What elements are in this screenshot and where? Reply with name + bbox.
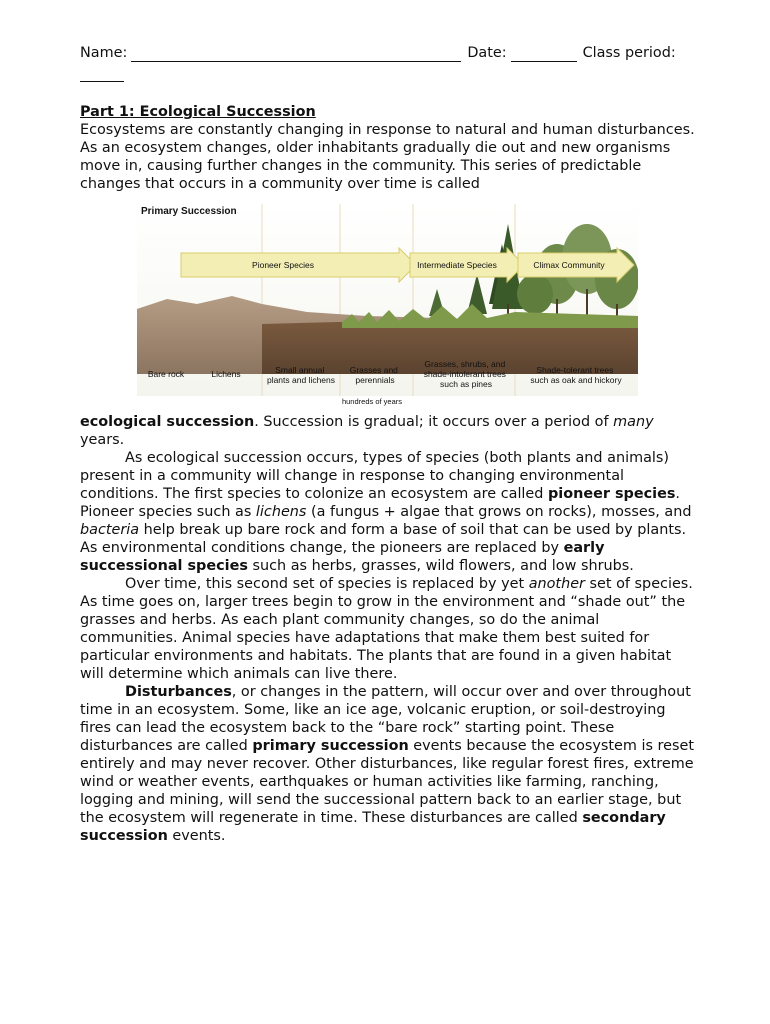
intro-paragraph: Ecosystems are constantly changing in response to natural and human disturbances. As an ecosystem changes, older inhabitants gradually die out and new organisms move in, causing further changes in the community. This series of predictable changes that occurs in a community over time is called xyxy=(80,122,695,192)
succession-definition: ecological succession. Succession is gradual; it occurs over a period of many years. xyxy=(80,414,654,448)
figure-footer: hundreds of years xyxy=(341,397,403,406)
stage-label-bare-rock: Bare rock xyxy=(147,369,185,379)
class-period-label: Class period: xyxy=(582,45,676,61)
header-line xyxy=(80,44,698,62)
stage-label-lichens: Lichens xyxy=(211,369,241,379)
date-label: Date: xyxy=(467,45,507,61)
stage-label-shrubs: Grasses, shrubs, and shade-intolerant trees such as pines xyxy=(423,359,506,389)
succession-figure xyxy=(137,204,638,407)
date-blank xyxy=(511,45,577,62)
part-title: Part 1: Ecological Succession xyxy=(80,104,316,120)
paragraph-disturbances: Disturbances, or changes in the pattern, will occur over and over throughout time in an ecosystem. Some, like an ice age, volcanic eruption, or soil-destroying fires can lead the ecosystem back to the “bare rock” starting point. These disturbances are called primary succession events because the ecosystem is reset entirely and may never recover. Other disturbances, like regular forest fires, extreme wind or weather events, earthquakes or human activities like farming, ranching, logging and mining, will send the successional pattern back to an earlier stage, but the ecosystem will regenerate in time. These disturbances are called secondary succession events. xyxy=(80,684,694,844)
arrow-label-intermediate: Intermediate Species xyxy=(417,260,497,270)
name-label: Name: xyxy=(80,45,128,61)
paragraph-replacement: Over time, this second set of species is replaced by yet another set of species. As time goes on, larger trees begin to grow in the environment and “shade out” the grasses and herbs. As each plant community changes, so do the animal communities. Animal species have adaptations that make them best suited for particular environments and habitats. The plants that are found in a given habitat will determine which animals can live there. xyxy=(80,576,693,682)
stage-label-small-annual: Small annual plants and lichens xyxy=(266,365,336,385)
document-page xyxy=(80,44,698,845)
arrow-label-climax: Climax Community xyxy=(533,260,605,270)
figure-title: Primary Succession xyxy=(141,206,237,217)
class-period-blank xyxy=(80,65,124,82)
paragraph-pioneer: As ecological succession occurs, types of species (both plants and animals) present in a community will change in response to changing environmental conditions. The first species to colonize an ecosystem are called pioneer species. Pioneer species such as lichens (a fungus + algae that grows on rocks), mosses, and bacteria help break up bare rock and form a base of soil that can be used by plants. As environmental conditions change, the pioneers are replaced by early successional species such as herbs, grasses, wild flowers, and low shrubs. xyxy=(80,450,692,574)
stage-label-shade-tolerant: Shade-tolerant trees such as oak and hickory xyxy=(530,365,622,385)
stage-label-grasses: Grasses and perennials xyxy=(349,365,398,385)
name-blank xyxy=(131,45,461,62)
arrow-label-pioneer: Pioneer Species xyxy=(252,260,314,270)
